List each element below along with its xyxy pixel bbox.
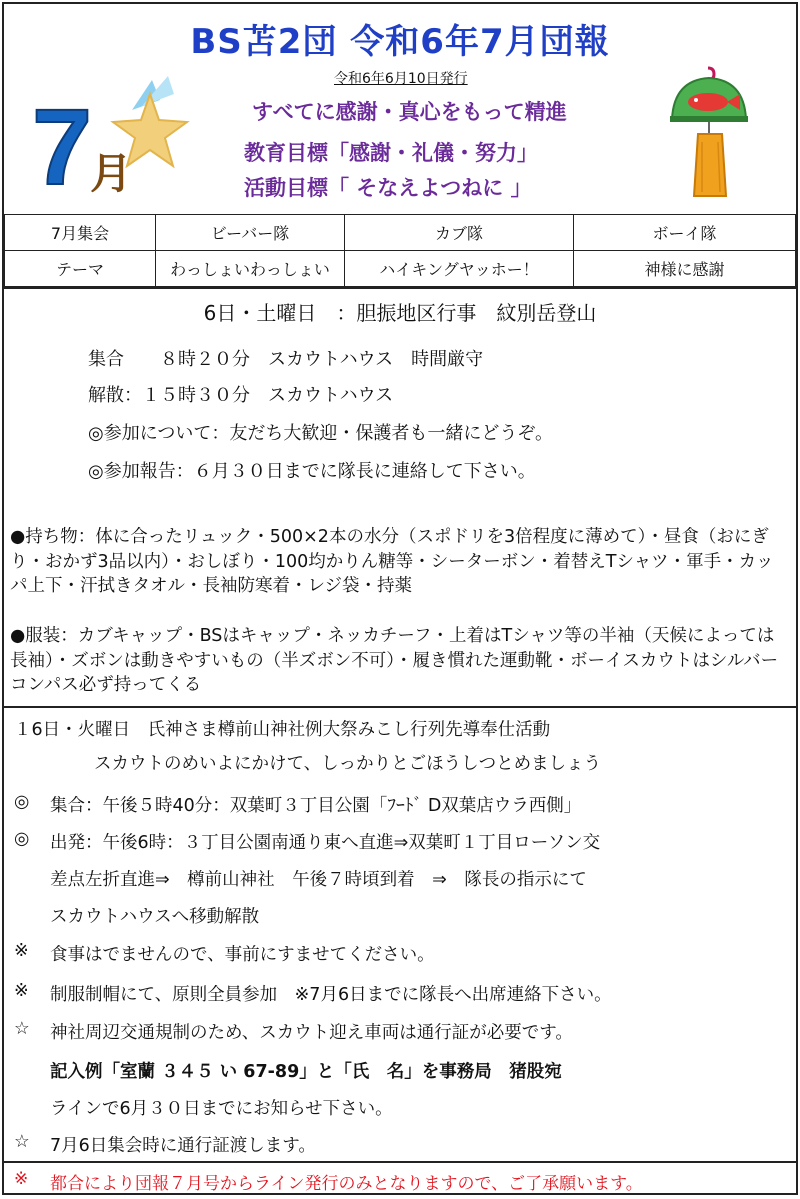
list-marker: ※ (14, 941, 29, 961)
header (4, 4, 796, 214)
event-line: ラインで6月３０日までにお知らせ下さい。 (50, 1099, 393, 1119)
list-marker: ☆ (14, 1019, 30, 1039)
wind-chime-icon (664, 64, 754, 204)
table-cell: ボーイ隊 (574, 215, 796, 251)
event-heading: １6日・火曜日 氏神さま樽前山神社例大祭みこし行列先導奉仕活動 (14, 720, 551, 740)
table-row (5, 251, 796, 287)
list-marker: ☆ (14, 1132, 30, 1152)
dismissal-time: 解散：１５時３０分 スカウトハウス (88, 385, 394, 406)
table-cell: カブ隊 (345, 215, 574, 251)
event-line: 神社周辺交通規制のため、スカウト迎え車両は通行証が必要です。 (50, 1023, 573, 1043)
table-cell: テーマ (5, 251, 156, 287)
table-cell: 7月集会 (5, 215, 156, 251)
notice-marker: ※ (14, 1169, 29, 1189)
table-cell: わっしょいわっしょい (156, 251, 345, 287)
slogan-education-goal: 教育目標「感謝・礼儀・努力」 (244, 141, 538, 165)
list-marker: ◎ (14, 792, 30, 812)
newsletter-title: BS苫2団 令和6年7月団報 (190, 22, 610, 62)
list-marker: ※ (14, 981, 29, 1001)
issue-date: 令和6年6月10日発行 (334, 71, 468, 87)
assembly-time: 集合 ８時２０分 スカウトハウス 時間厳守 (88, 349, 484, 370)
event-line: 集合：午後５時40分：双葉町３丁目公園「ﾌｰﾄﾞ D双葉店ウラ西側」 (50, 796, 582, 816)
notice-text: 都合により団報７月号からライン発行のみとなりますので、ご了承願います。 (50, 1174, 643, 1194)
event-line: 制服制帽にて、原則全員参加 ※7月6日までに隊長へ出席連絡下さい。 (50, 985, 612, 1005)
event-line: 記入例「室蘭 ３４５ い 67-89」と「氏 名」を事務局 猪股宛 (50, 1062, 562, 1082)
slogan-motto: すべてに感謝・真心をもって精進 (252, 100, 567, 124)
clothing-list: ●服装：カブキャップ・BSはキャップ・ネッカチーフ・上着はTシャツ等の半袖（天候によっては長袖）・ズボンは動きやすいもの（半ズボン不可）・履き慣れた運動靴・ボーイスカウトはシルバーコンパス必ず持ってくる (10, 626, 779, 695)
event-line: 7月6日集会時に通行証渡します。 (50, 1136, 316, 1156)
event-shrine-festival (4, 706, 796, 1161)
belongings-list: ●持ち物：体に合ったリュック・500×2本の水分（スポドリを3倍程度に薄めて）・昼食（おにぎり・おかず3品以内）・おしぼり・100均かりん糖等・シーターボン・着替えTシャツ・軍手・カッパ上下・汗拭きタオル・長袖防寒着・レジ袋・持薬 (10, 527, 774, 596)
event-heading: 6日・土曜日 ：胆振地区行事 紋別岳登山 (203, 301, 597, 325)
event-line: 出発：午後6時：３丁目公園南通り東へ直進⇒双葉町１丁目ローソン交 (50, 833, 601, 853)
event-line: スカウトハウスへ移動解散 (50, 907, 260, 927)
footer-notice (4, 1161, 796, 1195)
table-cell: 神様に感謝 (574, 251, 796, 287)
newsletter-page (2, 2, 798, 1195)
wind-chime-illustration (664, 64, 754, 204)
month-badge (32, 72, 202, 207)
month-numeral: 7 (32, 86, 93, 207)
slogan-activity-goal: 活動目標「 そなえよつねに 」 (244, 176, 532, 200)
table-cell: ビーバー隊 (156, 215, 345, 251)
event-line: 食事はでませんので、事前にすませてください。 (50, 945, 435, 965)
list-marker: ◎ (14, 829, 30, 849)
participation-note: ◎参加について：友だち大歓迎・保護者も一緒にどうぞ。 (88, 423, 553, 444)
event-line: スカウトのめいよにかけて、しっかりとごほうしつとめましょう (94, 754, 602, 774)
event-mombetsu-hike (4, 287, 796, 705)
shooting-star-icon (32, 72, 202, 207)
month-kanji: 月 (90, 149, 133, 198)
report-deadline: ◎参加報告：６月３０日までに隊長に連絡して下さい。 (88, 461, 536, 482)
event-line: 差点左折直進⇒ 樽前山神社 午後７時頃到着 ⇒ 隊長の指示にて (50, 870, 587, 890)
table-row (5, 215, 796, 251)
july-meeting-table (4, 214, 796, 287)
table-cell: ハイキングヤッホー！ (345, 251, 574, 287)
